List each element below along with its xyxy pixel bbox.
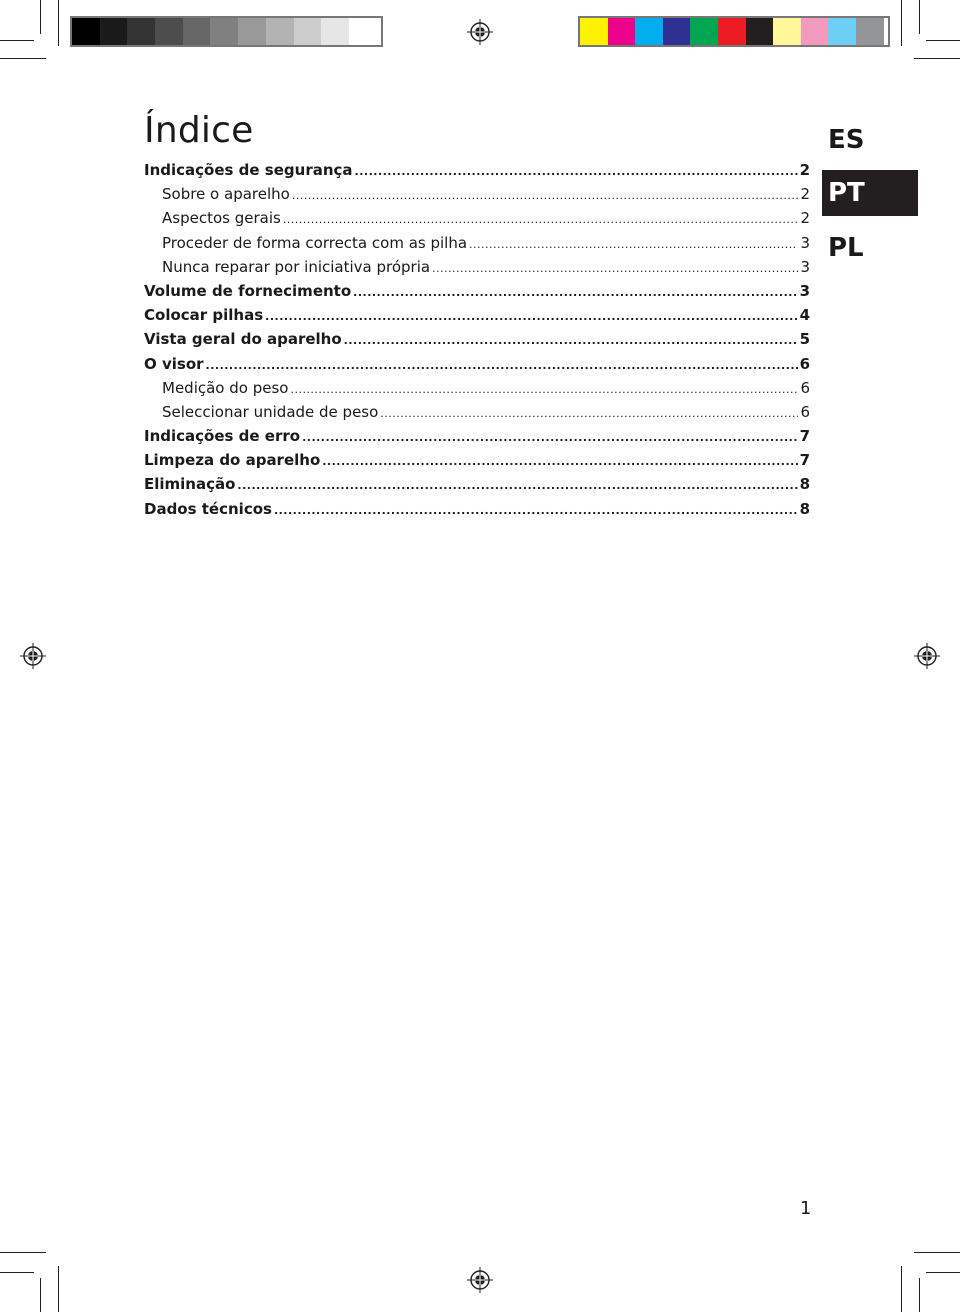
toc-leader-dots bbox=[322, 455, 797, 468]
toc-leader-dots bbox=[302, 431, 797, 444]
color-swatch bbox=[72, 18, 100, 45]
registration-target-icon bbox=[467, 1267, 493, 1293]
registration-target-icon bbox=[467, 19, 493, 45]
toc-entry-page: 7 bbox=[799, 427, 810, 446]
toc-entry-page: 6 bbox=[800, 378, 810, 397]
toc-leader-dots bbox=[292, 189, 799, 202]
color-swatch bbox=[294, 18, 322, 45]
toc-entry-page: 8 bbox=[799, 499, 810, 518]
color-swatch bbox=[635, 18, 663, 45]
toc-entry-label: Nunca reparar por iniciativa própria bbox=[162, 257, 431, 276]
toc-entry[interactable] bbox=[144, 403, 810, 427]
color-swatch bbox=[663, 18, 691, 45]
color-swatch bbox=[746, 18, 774, 45]
color-swatch bbox=[690, 18, 718, 45]
toc-entry[interactable] bbox=[144, 475, 810, 499]
toc-entry-page: 3 bbox=[800, 257, 810, 276]
toc-entry-label: Aspectos gerais bbox=[162, 209, 281, 228]
toc-entry[interactable] bbox=[144, 330, 810, 354]
toc-entry-page: 6 bbox=[800, 402, 810, 421]
toc-entry[interactable] bbox=[144, 500, 810, 524]
toc-entry-label: Dados técnicos bbox=[144, 499, 272, 518]
toc-entry[interactable] bbox=[144, 185, 810, 209]
color-swatch bbox=[718, 18, 746, 45]
toc-entry[interactable] bbox=[144, 451, 810, 475]
toc-entry-label: O visor bbox=[144, 354, 204, 373]
color-swatch bbox=[127, 18, 155, 45]
language-tab-pt[interactable]: PT bbox=[822, 170, 918, 216]
toc-entry-label: Eliminação bbox=[144, 475, 236, 494]
color-swatch bbox=[801, 18, 829, 45]
toc-entry-page: 3 bbox=[800, 233, 810, 252]
toc-entry-page: 6 bbox=[799, 354, 810, 373]
color-swatch bbox=[321, 18, 349, 45]
toc-entry[interactable] bbox=[144, 379, 810, 403]
toc-leader-dots bbox=[237, 479, 797, 492]
toc-leader-dots bbox=[432, 262, 798, 275]
toc-leader-dots bbox=[355, 165, 798, 178]
toc-entry-label: Indicações de segurança bbox=[144, 161, 353, 179]
color-swatch bbox=[828, 18, 856, 45]
toc-entry-page: 2 bbox=[799, 161, 810, 179]
toc-leader-dots bbox=[274, 504, 798, 517]
toc-leader-dots bbox=[469, 238, 798, 251]
color-swatch bbox=[183, 18, 211, 45]
page-title: Índice bbox=[144, 110, 254, 151]
toc-entry[interactable] bbox=[144, 161, 810, 185]
registration-target-icon bbox=[20, 643, 46, 669]
toc-entry-page: 4 bbox=[799, 306, 810, 325]
toc-entry[interactable] bbox=[144, 427, 810, 451]
page-number: 1 bbox=[800, 1198, 812, 1219]
color-swatch bbox=[100, 18, 128, 45]
toc-entry[interactable] bbox=[144, 209, 810, 233]
toc-entry-page: 3 bbox=[799, 281, 810, 300]
toc-entry-label: Proceder de forma correcta com as pilha bbox=[162, 233, 468, 252]
language-tab-es[interactable]: ES bbox=[828, 125, 865, 155]
toc-leader-dots bbox=[283, 213, 799, 226]
color-swatch bbox=[580, 18, 608, 45]
toc-entry-label: Limpeza do aparelho bbox=[144, 451, 321, 470]
toc-entry-page: 7 bbox=[799, 451, 810, 470]
toc-entry[interactable] bbox=[144, 306, 810, 330]
toc-entry-label: Indicações de erro bbox=[144, 427, 301, 446]
toc-entry-label: Seleccionar unidade de peso bbox=[162, 402, 379, 421]
toc-entry-page: 2 bbox=[800, 185, 810, 204]
toc-entry[interactable] bbox=[144, 355, 810, 379]
process-color-bar bbox=[578, 16, 890, 47]
color-swatch bbox=[856, 18, 884, 45]
color-swatch bbox=[349, 18, 377, 45]
toc-entry[interactable] bbox=[144, 234, 810, 258]
color-swatch bbox=[155, 18, 183, 45]
toc-leader-dots bbox=[380, 407, 798, 420]
toc-entry-label: Medição do peso bbox=[162, 378, 289, 397]
toc-entry-page: 8 bbox=[799, 475, 810, 494]
toc-entry-label: Sobre o aparelho bbox=[162, 185, 290, 204]
toc-entry-page: 5 bbox=[799, 330, 810, 349]
color-swatch bbox=[238, 18, 266, 45]
toc-leader-dots bbox=[290, 383, 798, 396]
toc-entry-label: Vista geral do aparelho bbox=[144, 330, 342, 349]
toc-entry[interactable] bbox=[144, 258, 810, 282]
color-swatch bbox=[266, 18, 294, 45]
table-of-contents bbox=[144, 161, 810, 524]
color-swatch bbox=[773, 18, 801, 45]
toc-entry-label: Colocar pilhas bbox=[144, 306, 264, 325]
language-tab-pl[interactable]: PL bbox=[828, 233, 864, 263]
toc-leader-dots bbox=[206, 359, 798, 372]
toc-leader-dots bbox=[353, 286, 797, 299]
toc-leader-dots bbox=[344, 334, 798, 347]
toc-entry-label: Volume de fornecimento bbox=[144, 281, 352, 300]
toc-entry-page: 2 bbox=[800, 209, 810, 228]
toc-entry[interactable] bbox=[144, 282, 810, 306]
toc-leader-dots bbox=[265, 310, 797, 323]
color-swatch bbox=[608, 18, 636, 45]
grayscale-color-bar bbox=[70, 16, 383, 47]
registration-target-icon bbox=[914, 643, 940, 669]
color-swatch bbox=[210, 18, 238, 45]
